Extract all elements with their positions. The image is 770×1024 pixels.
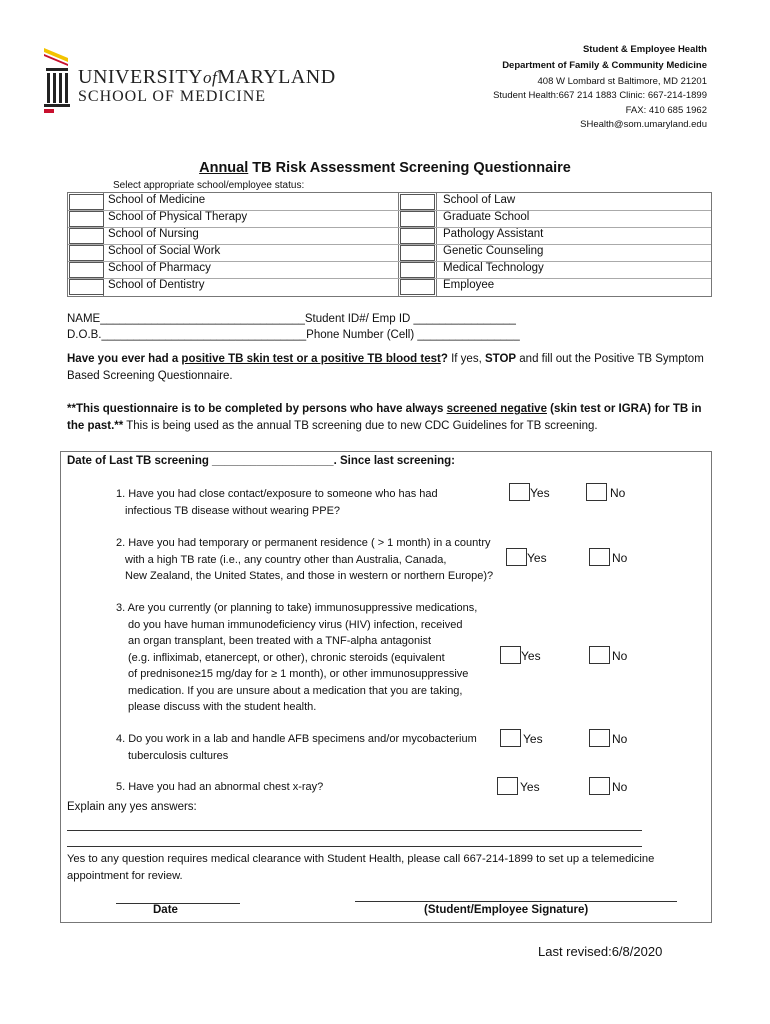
- signature-line[interactable]: [355, 901, 677, 902]
- question-2: 2. Have you had temporary or permanent residence ( > 1 month) in a country with a high TB rate (i.e., any country other than Australia, Canada, New Zealand, the United States, and those in western or northern Europe)?: [116, 537, 494, 582]
- status-checkbox-dentistry[interactable]: [69, 279, 104, 295]
- q3-no-label: No: [612, 649, 628, 663]
- q4-no-label: No: [612, 732, 628, 746]
- positive-test-question: Have you ever had a positive TB skin test or a positive TB blood test? If yes, STOP and fill out the Positive TB Symptom: [67, 353, 704, 365]
- explain-line-2[interactable]: [67, 846, 642, 847]
- q1-no-checkbox[interactable]: [586, 483, 607, 501]
- select-status-label: Select appropriate school/employee status:: [113, 180, 305, 191]
- status-checkbox-medicine[interactable]: [69, 194, 104, 210]
- question-4: 4. Do you work in a lab and handle AFB specimens and/or mycobacterium tuberculosis cultures: [116, 733, 477, 762]
- status-option: Pathology Assistant: [443, 228, 544, 240]
- status-checkbox-pharmacy[interactable]: [69, 262, 104, 278]
- status-option: Medical Technology: [443, 262, 544, 274]
- explain-line-1[interactable]: [67, 830, 642, 831]
- status-option: School of Social Work: [108, 245, 221, 257]
- status-option: Genetic Counseling: [443, 245, 544, 257]
- status-grid: [67, 192, 712, 297]
- q4-no-checkbox[interactable]: [589, 729, 610, 747]
- q2-no-checkbox[interactable]: [589, 548, 610, 566]
- q3-no-checkbox[interactable]: [589, 646, 610, 664]
- signature-label: (Student/Employee Signature): [424, 904, 589, 916]
- status-option: School of Nursing: [108, 228, 199, 240]
- logo-school-name: SCHOOL OF MEDICINE: [78, 88, 267, 105]
- positive-test-question-line2: Based Screening Questionnaire.: [67, 370, 233, 382]
- q1-no-label: No: [610, 486, 626, 500]
- university-shield-logo: [42, 46, 72, 114]
- status-checkbox-social-work[interactable]: [69, 245, 104, 261]
- email-address: SHealth@som.umaryland.edu: [580, 119, 707, 130]
- status-option: Employee: [443, 279, 495, 291]
- last-revised: Last revised:6/8/2020: [538, 944, 663, 959]
- question-1: 1. Have you had close contact/exposure to someone who has had infectious TB disease without wearing PPE?: [116, 488, 438, 517]
- date-label: Date: [153, 904, 178, 916]
- q4-yes-checkbox[interactable]: [500, 729, 521, 747]
- name-id-field[interactable]: NAME________________________________Student ID#/ Emp ID ________________: [67, 313, 516, 325]
- q5-no-checkbox[interactable]: [589, 777, 610, 795]
- status-option: School of Physical Therapy: [108, 211, 248, 223]
- q1-yes-checkbox[interactable]: [509, 483, 530, 501]
- status-option: School of Law: [443, 194, 516, 206]
- dob-phone-field[interactable]: D.O.B.________________________________Phone Number (Cell) ________________: [67, 329, 520, 341]
- q5-yes-checkbox[interactable]: [497, 777, 518, 795]
- status-checkbox-employee[interactable]: [400, 279, 435, 295]
- department-name: Department of Family & Community Medicine: [502, 60, 707, 71]
- date-line[interactable]: [116, 903, 240, 904]
- status-checkbox-genetic[interactable]: [400, 245, 435, 261]
- status-checkbox-pathology[interactable]: [400, 228, 435, 244]
- medical-clearance-note: Yes to any question requires medical clearance with Student Health, please call 667-214-1899 to set up a telemedicine appointment for review.: [67, 853, 655, 882]
- q5-yes-label: Yes: [520, 780, 540, 794]
- questionnaire-note-line2: the past.** This is being used as the annual TB screening due to new CDC Guidelines for TB screening.: [67, 420, 598, 432]
- status-checkbox-nursing[interactable]: [69, 228, 104, 244]
- fax-number: FAX: 410 685 1962: [625, 105, 707, 116]
- status-option: School of Medicine: [108, 194, 206, 206]
- phone-numbers: Student Health:667 214 1883 Clinic: 667-214-1899: [493, 90, 707, 101]
- question-3: 3. Are you currently (or planning to take) immunosuppressive medications, do you have human immunodeficiency virus (HIV) infection, received an organ transplant, been treated with a TNF-alpha antagonist (e.g. infliximab, etanercept, or other), chronic steroids (equivalent of prednisone≥15 mg/day for ≥ 1 month), or other immunosuppressive medication. If you are unsure about a medication that you are taking, please discuss with the student health.: [116, 602, 478, 713]
- status-checkbox-med-tech[interactable]: [400, 262, 435, 278]
- form-title: Annual TB Risk Assessment Screening Questionnaire: [199, 160, 571, 176]
- q3-yes-checkbox[interactable]: [500, 646, 521, 664]
- status-checkbox-physical-therapy[interactable]: [69, 211, 104, 227]
- address: 408 W Lombard st Baltimore, MD 21201: [537, 76, 707, 87]
- q5-no-label: No: [612, 780, 628, 794]
- q2-no-label: No: [612, 551, 628, 565]
- q3-yes-label: Yes: [521, 649, 541, 663]
- q1-yes-label: Yes: [530, 486, 550, 500]
- status-option: Graduate School: [443, 211, 530, 223]
- office-name: Student & Employee Health: [582, 44, 707, 55]
- logo-university-name: UNIVERSITYofMARYLAND: [78, 66, 336, 88]
- status-checkbox-graduate[interactable]: [400, 211, 435, 227]
- questionnaire-note: **This questionnaire is to be completed by persons who have always screened negative (skin test or IGRA) for TB in: [67, 403, 702, 415]
- date-last-screening[interactable]: Date of Last TB screening ___________________. Since last screening:: [67, 455, 456, 467]
- status-checkbox-law[interactable]: [400, 194, 435, 210]
- status-option: School of Pharmacy: [108, 262, 211, 274]
- q2-yes-checkbox[interactable]: [506, 548, 527, 566]
- explain-label: Explain any yes answers:: [67, 801, 197, 813]
- q4-yes-label: Yes: [523, 732, 543, 746]
- question-5: 5. Have you had an abnormal chest x-ray?: [116, 781, 324, 793]
- q2-yes-label: Yes: [527, 551, 547, 565]
- status-option: School of Dentistry: [108, 279, 205, 291]
